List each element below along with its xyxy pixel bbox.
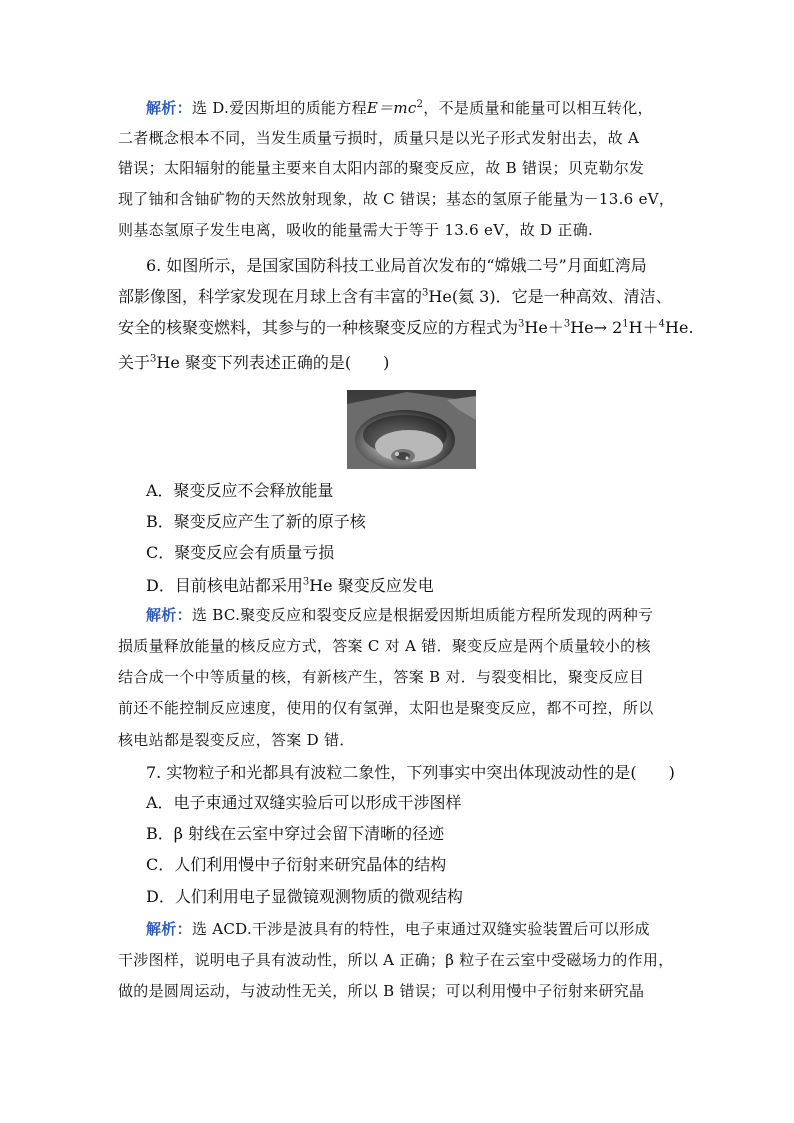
question-7-option-c: C．人们利用慢中子衍射来研究晶体的结构 bbox=[146, 855, 447, 874]
solution-6-line-2: 损质量释放能量的核反应方式，答案 C 对 A 错．聚变反应是两个质量较小的核 bbox=[118, 637, 651, 655]
solution-label: 解析： bbox=[146, 99, 192, 117]
question-6-line-2: 部影像图，科学家发现在月球上含有丰富的$^3$He(氦 3)．它是一种高效、清洁、 bbox=[118, 287, 672, 306]
solution-5-line-1: 解析：选 D.爱因斯坦的质能方程$E=mc^2$，不是质量和能量可以相互转化， bbox=[146, 99, 653, 117]
solution-6-line-4: 前还不能控制反应速度，使用的仅有氢弹，太阳也是聚变反应，都不可控，所以 bbox=[118, 699, 654, 717]
question-6-line-3: 安全的核聚变燃料，其参与的一种核聚变反应的方程式为$^3He+^3He\to 2^1H+^4He$. bbox=[118, 318, 694, 337]
solution-6-line-1: 解析：选 BC.聚变反应和裂变反应是根据爱因斯坦质能方程所发现的两种亏 bbox=[146, 606, 654, 624]
question-7-option-b: B．β 射线在云室中穿过会留下清晰的径迹 bbox=[146, 824, 445, 843]
solution-5-line-3: 错误；太阳辐射的能量主要来自太阳内部的聚变反应，故 B 错误；贝克勒尔发 bbox=[118, 159, 645, 177]
question-6-line-1: 6. 如图所示，是国家国防科技工业局首次发布的“嫦娥二号”月面虹湾局 bbox=[146, 256, 647, 275]
solution-7-line-3: 做的是圆周运动，与波动性无关，所以 B 错误；可以利用慢中子衍射来研究晶 bbox=[118, 982, 645, 1000]
solution-label: 解析： bbox=[146, 606, 192, 624]
solution-7-line-2: 干涉图样，说明电子具有波动性，所以 A 正确；β 粒子在云室中受磁场力的作用， bbox=[118, 951, 674, 969]
solution-6-line-5: 核电站都是裂变反应，答案 D 错． bbox=[118, 731, 355, 749]
solution-6-line-3: 结合成一个中等质量的核，有新核产生，答案 B 对．与裂变相比，聚变反应目 bbox=[118, 668, 645, 686]
question-7-option-a: A．电子束通过双缝实验后可以形成干涉图样 bbox=[146, 793, 462, 812]
solution-5-line-5: 则基态氢原子发生电离，吸收的能量需大于等于 13.6 eV，故 D 正确. bbox=[118, 221, 594, 239]
moon-crater-image bbox=[347, 390, 476, 469]
question-6-option-d: D．目前核电站都采用$^3$He 聚变反应发电 bbox=[146, 576, 434, 595]
question-6-option-b: B．聚变反应产生了新的原子核 bbox=[146, 512, 366, 531]
question-6-option-a: A．聚变反应不会释放能量 bbox=[146, 481, 334, 500]
question-7-line-1: 7. 实物粒子和光都具有波粒二象性，下列事实中突出体现波动性的是( ) bbox=[146, 763, 675, 782]
question-7-option-d: D．人们利用电子显微镜观测物质的微观结构 bbox=[146, 887, 463, 906]
solution-label: 解析： bbox=[146, 920, 192, 938]
solution-5-line-4: 现了铀和含铀矿物的天然放射现象，故 C 错误；基态的氢原子能量为－13.6 eV， bbox=[118, 190, 675, 208]
crater-illustration bbox=[347, 390, 476, 469]
solution-7-line-1: 解析：选 ACD.干涉是波具有的特性，电子束通过双缝实验装置后可以形成 bbox=[146, 920, 650, 938]
question-6-option-c: C．聚变反应会有质量亏损 bbox=[146, 543, 335, 562]
question-6-line-4: 关于$^3$He 聚变下列表述正确的是( ) bbox=[118, 353, 390, 372]
solution-5-line-2: 二者概念根本不同，当发生质量亏损时，质量只是以光子形式发射出去，故 A bbox=[118, 129, 640, 147]
